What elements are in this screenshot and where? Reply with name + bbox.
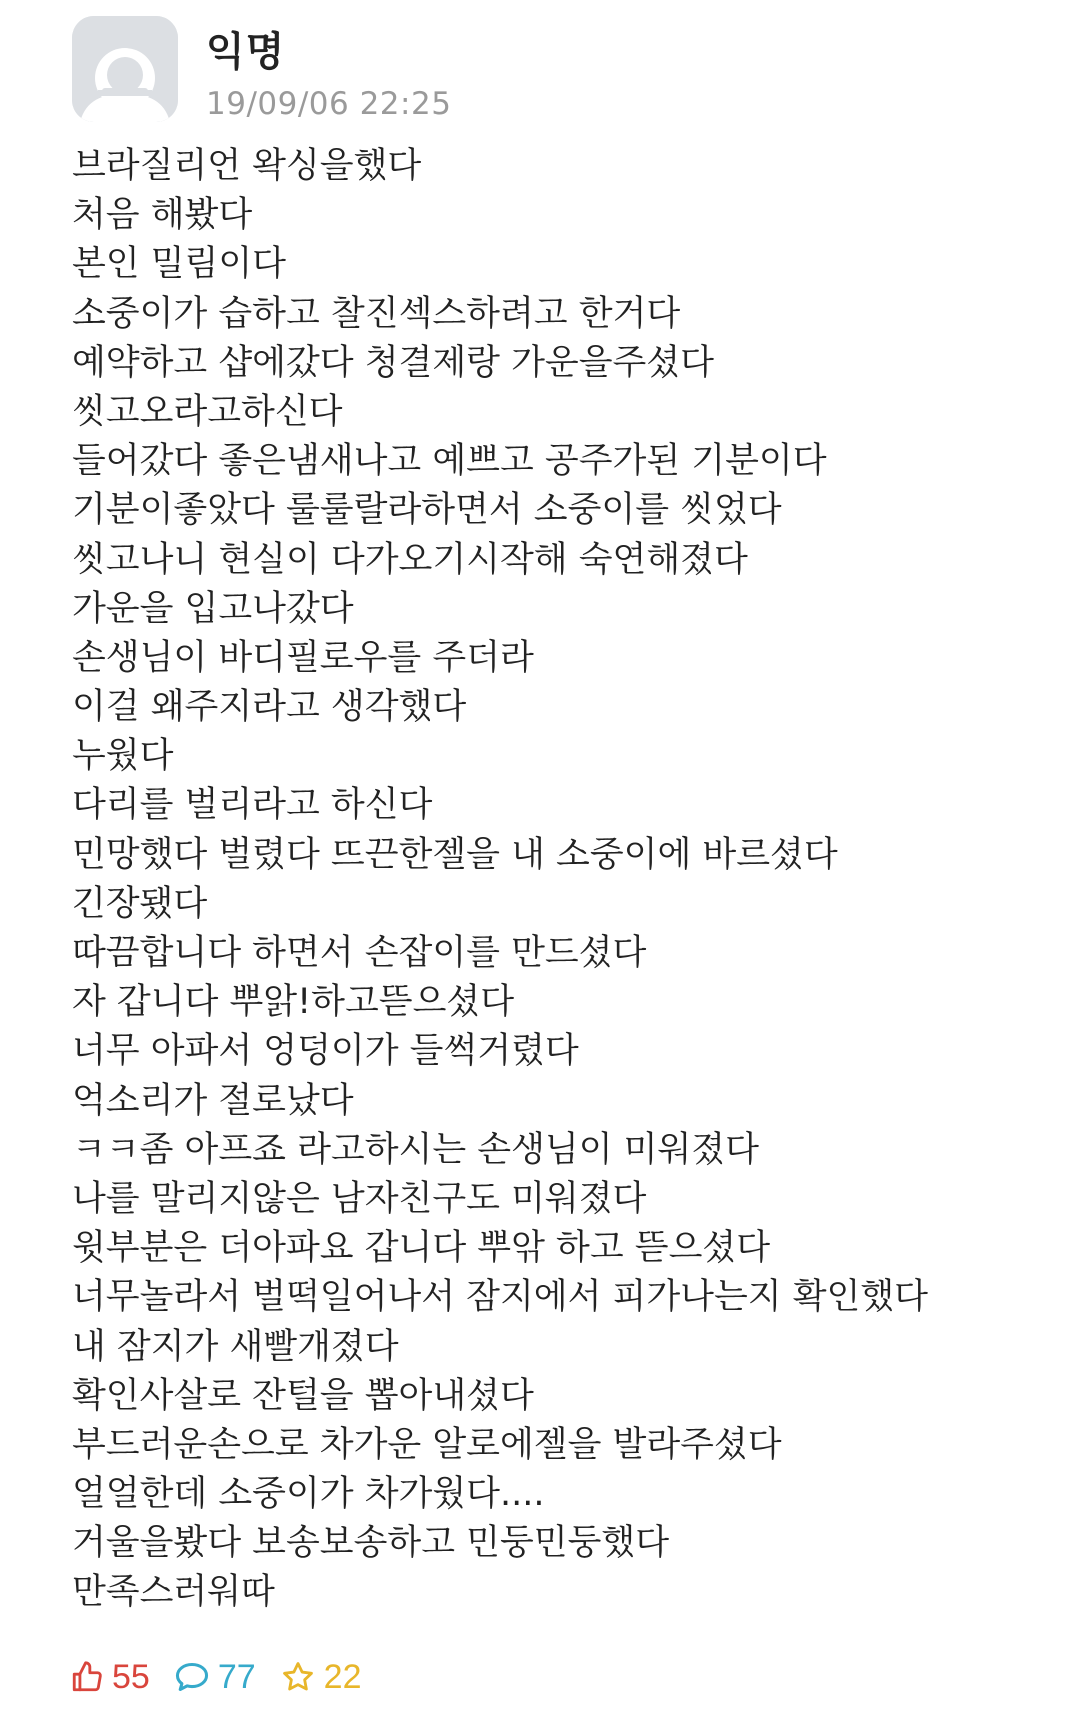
post-line: 나를 말리지않은 남자친구도 미워졌다 <box>72 1178 647 1219</box>
star-icon <box>280 1660 316 1694</box>
post-line: 누웠다 <box>72 736 174 777</box>
default-user-icon <box>72 16 178 122</box>
comment-count: 77 <box>217 1657 256 1696</box>
like-count: 55 <box>112 1657 150 1696</box>
post-line: 확인사살로 잔털을 뽑아내셨다 <box>72 1375 534 1416</box>
post-line: 씻고나니 현실이 다가오기시작해 숙연해졌다 <box>72 539 748 580</box>
post-line: 기분이좋았다 룰룰랄라하면서 소중이를 씻었다 <box>72 490 782 531</box>
post-actions <box>70 1652 385 1702</box>
post-line: 윗부분은 더아파요 갑니다 뿌앆 하고 뜯으셨다 <box>72 1228 771 1269</box>
post-line: 본인 밀림이다 <box>72 244 286 285</box>
post-line: 내 잠지가 새빨개졌다 <box>72 1326 399 1367</box>
thumbs-up-icon <box>70 1660 104 1694</box>
scrap-count: 22 <box>323 1657 362 1696</box>
post-line: 긴장됐다 <box>72 883 208 924</box>
author-name: 익명 <box>206 29 286 75</box>
avatar <box>72 16 178 122</box>
post-line: 이걸 왜주지라고 생각했다 <box>72 687 467 728</box>
post-timestamp: 19/09/06 22:25 <box>206 86 452 122</box>
post-line: 부드러운손으로 차가운 알로에젤을 발라주셨다 <box>72 1424 782 1465</box>
post-line: 너무놀라서 벌떡일어나서 잠지에서 피가나는지 확인했다 <box>72 1277 928 1318</box>
post-line: 얼얼한데 소중이가 차가웠다.... <box>72 1474 545 1515</box>
comment-button[interactable] <box>174 1658 256 1697</box>
post-line: 억소리가 절로났다 <box>72 1080 354 1121</box>
post-line: 브라질리언 왁싱을했다 <box>72 146 422 186</box>
comment-bubble-icon <box>174 1660 210 1694</box>
post-line: 자 갑니다 뿌앍!하고뜯으셨다 <box>72 982 515 1023</box>
post-line: 다리를 벌리라고 하신다 <box>72 785 433 826</box>
post-body <box>72 142 1062 1618</box>
post-line: 민망했다 벌렸다 뜨끈한젤을 내 소중이에 바르셨다 <box>72 834 838 875</box>
post-line: 거울을봤다 보송보송하고 민둥민둥했다 <box>72 1523 670 1564</box>
post-line: 너무 아파서 엉덩이가 들썩거렸다 <box>72 1031 579 1072</box>
post-header <box>72 16 972 126</box>
post-line: 만족스러워따 <box>72 1572 275 1613</box>
post-line: 들어갔다 좋은냄새나고 예쁘고 공주가된 기분이다 <box>72 441 827 482</box>
post-line: 예약하고 샵에갔다 청결제랑 가운을주셨다 <box>72 342 714 383</box>
post-line: 처음 해봤다 <box>72 195 253 236</box>
post-line: 가운을 입고나갔다 <box>72 588 354 629</box>
post-line: ㅋㅋ좀 아프죠 라고하시는 손생님이 미워졌다 <box>72 1129 759 1170</box>
like-button[interactable] <box>70 1658 150 1697</box>
post-line: 소중이가 습하고 찰진섹스하려고 한거다 <box>72 293 681 334</box>
scrap-button[interactable] <box>280 1658 362 1697</box>
post-line: 따끔합니다 하면서 손잡이를 만드셨다 <box>72 933 647 973</box>
post-line: 손생님이 바디필로우를 주더라 <box>72 637 534 678</box>
post-line: 씻고오라고하신다 <box>72 391 343 432</box>
